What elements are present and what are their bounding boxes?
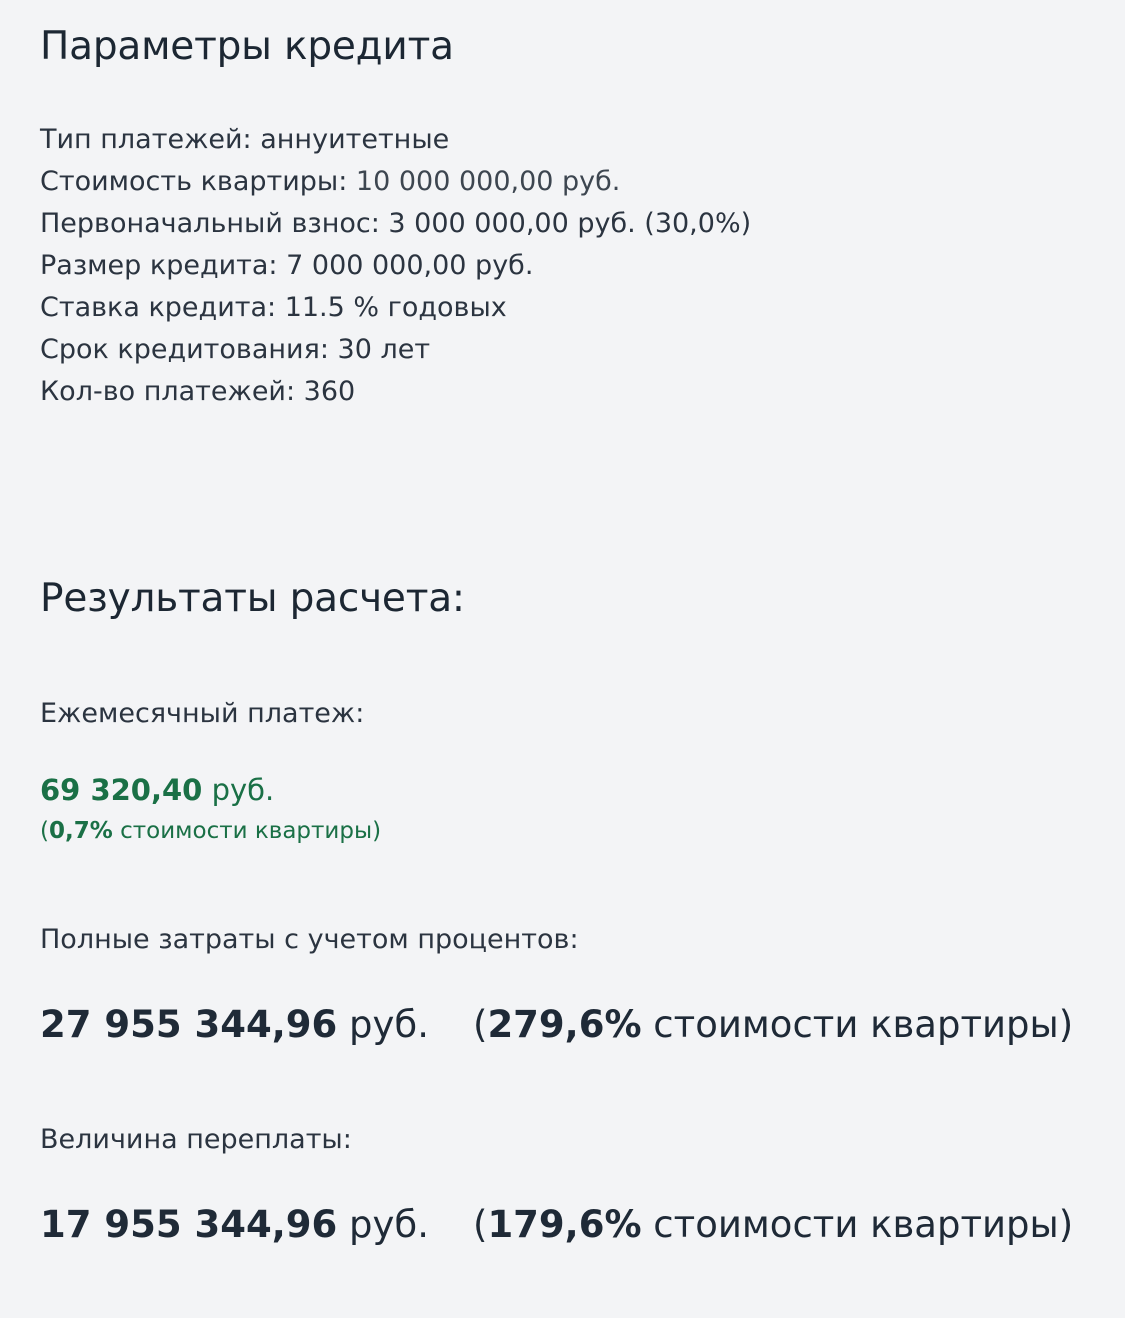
param-value: 360 [303,376,356,407]
total-cost-share-pct: 279,6% [487,1003,642,1046]
overpayment-label: Величина переплаты: [40,1124,352,1155]
total-cost-value: 27 955 344,96 [40,1003,338,1046]
param-value: 7 000 000,00 руб. [286,250,534,281]
param-label: Срок кредитования: [40,334,338,365]
params-title: Параметры кредита [40,24,454,69]
overpayment-share-pct: 179,6% [487,1203,642,1246]
param-label: Кол-во платежей: [40,376,304,407]
param-row-apartment-cost [40,161,751,203]
param-value: 11.5 % годовых [284,292,507,323]
overpayment-value: 17 955 344,96 [40,1203,338,1246]
total-cost-label: Полные затраты с учетом процентов: [40,924,579,955]
share-open-paren: ( [473,1003,488,1046]
overpayment-share-text: стоимости квартиры) [641,1203,1074,1246]
overpayment-amount [40,1203,429,1246]
overpayment-currency: руб. [337,1203,429,1246]
total-cost-currency: руб. [337,1003,429,1046]
monthly-payment-share [40,818,381,844]
param-row-payment-type [40,119,751,161]
param-row-down-payment [40,203,751,245]
monthly-payment-value: 69 320,40 [40,773,203,807]
total-cost-share-text: стоимости квартиры) [641,1003,1074,1046]
monthly-payment-share-text: стоимости квартиры) [112,818,382,844]
total-cost-amount [40,1003,429,1046]
overpayment-share [473,1203,1073,1246]
param-label: Ставка кредита: [40,292,285,323]
param-label: Тип платежей: [40,124,261,155]
param-row-loan-amount [40,245,751,287]
param-value: 3 000 000,00 руб. (30,0%) [388,208,752,239]
params-list [40,119,751,413]
param-row-loan-term [40,329,751,371]
param-value: 10 000 000,00 руб. [355,166,621,197]
share-open-paren: ( [40,818,49,844]
param-row-payment-count [40,371,751,413]
monthly-payment-currency: руб. [202,773,275,807]
monthly-payment-label: Ежемесячный платеж: [40,698,365,729]
param-label: Размер кредита: [40,250,287,281]
monthly-payment-share-pct: 0,7% [48,818,113,844]
share-open-paren: ( [473,1203,488,1246]
param-row-interest-rate [40,287,751,329]
monthly-payment-amount [40,773,274,807]
param-label: Первоначальный взнос: [40,208,389,239]
param-label: Стоимость квартиры: [40,166,356,197]
total-cost-share [473,1003,1073,1046]
param-value: 30 лет [337,334,431,365]
param-value: аннуитетные [260,124,450,155]
results-title: Результаты расчета: [40,576,465,621]
